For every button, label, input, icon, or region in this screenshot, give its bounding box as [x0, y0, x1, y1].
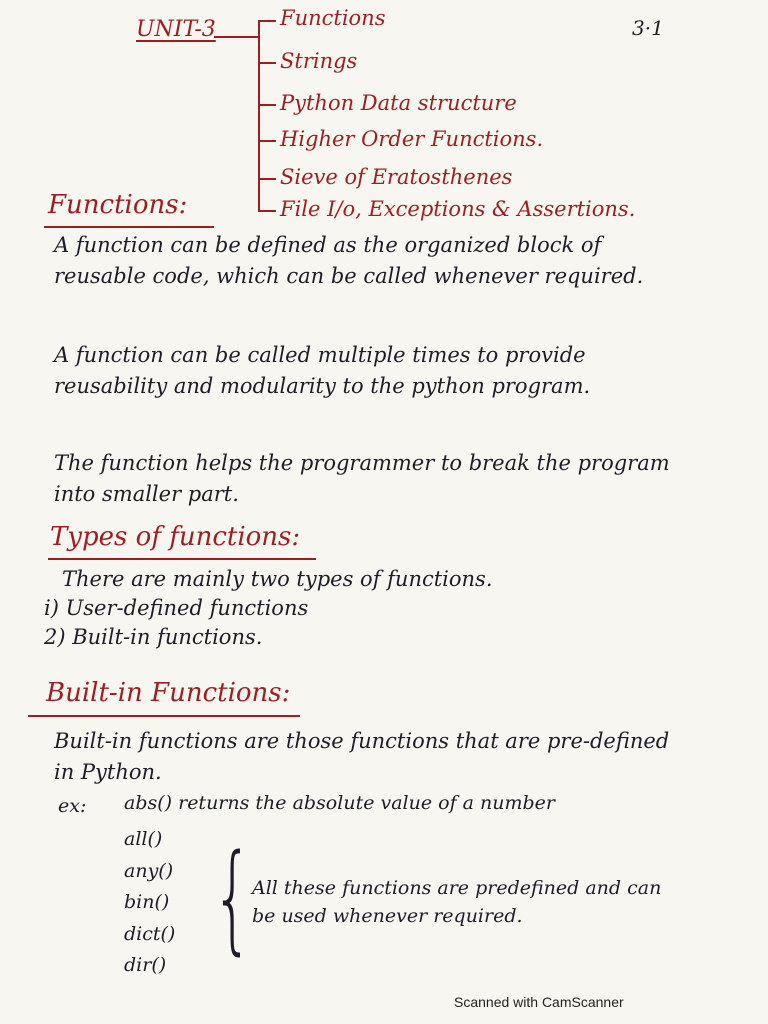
types-heading-underline [48, 558, 316, 560]
topic-tree-branch [258, 104, 276, 106]
unit-title: UNIT-3 [136, 17, 216, 42]
types-list-item: 2) Built-in functions. [44, 625, 263, 649]
topic-item: File I/o, Exceptions & Assertions. [280, 197, 636, 221]
topic-item: Higher Order Functions. [280, 127, 544, 151]
topic-tree-branch [258, 20, 276, 22]
builtin-function-list [124, 824, 175, 982]
builtin-note: All these functions are predefined and can be used whenever required. [252, 877, 662, 927]
topic-tree-connector [214, 36, 258, 38]
builtin-function: bin() [124, 891, 170, 913]
functions-paragraph: A function can be defined as the organized block of reusable code, which can be called whenever required. [54, 233, 644, 288]
types-intro: There are mainly two types of functions. [62, 567, 493, 591]
builtin-heading-underline [28, 715, 300, 717]
example-label: ex: [58, 795, 87, 817]
functions-paragraph: A function can be called multiple times to provide reusability and modularity to the python program. [54, 343, 591, 398]
page-number: 3·1 [632, 16, 664, 40]
builtin-description: Built-in functions are those functions that are pre-defined in Python. [54, 729, 670, 784]
builtin-heading: Built-in Functions: [46, 678, 291, 708]
example-first: abs() returns the absolute value of a number [124, 792, 555, 814]
topic-item: Python Data structure [280, 91, 517, 115]
topic-tree-branch [258, 210, 276, 212]
builtin-function: dict() [124, 922, 176, 945]
topic-tree-branch [258, 178, 276, 180]
topic-item: Sieve of Eratosthenes [280, 165, 513, 189]
types-list [44, 594, 308, 652]
topic-item: Functions [280, 6, 386, 30]
functions-paragraph: The function helps the programmer to break the program into smaller part. [54, 451, 670, 506]
builtin-function: all() [124, 828, 163, 850]
types-list-item: i) User-defined functions [44, 596, 309, 620]
curly-brace-icon: { [212, 828, 254, 966]
builtin-function: dir() [124, 954, 167, 976]
types-heading: Types of functions: [50, 522, 301, 552]
topic-item: Strings [280, 49, 358, 73]
topic-tree-trunk [258, 20, 260, 210]
builtin-function: any() [124, 859, 174, 882]
functions-heading: Functions: [48, 190, 188, 220]
topic-tree-branch [258, 140, 276, 142]
scanner-watermark: Scanned with CamScanner [454, 994, 624, 1010]
functions-heading-underline [44, 226, 214, 228]
topic-tree-branch [258, 62, 276, 64]
